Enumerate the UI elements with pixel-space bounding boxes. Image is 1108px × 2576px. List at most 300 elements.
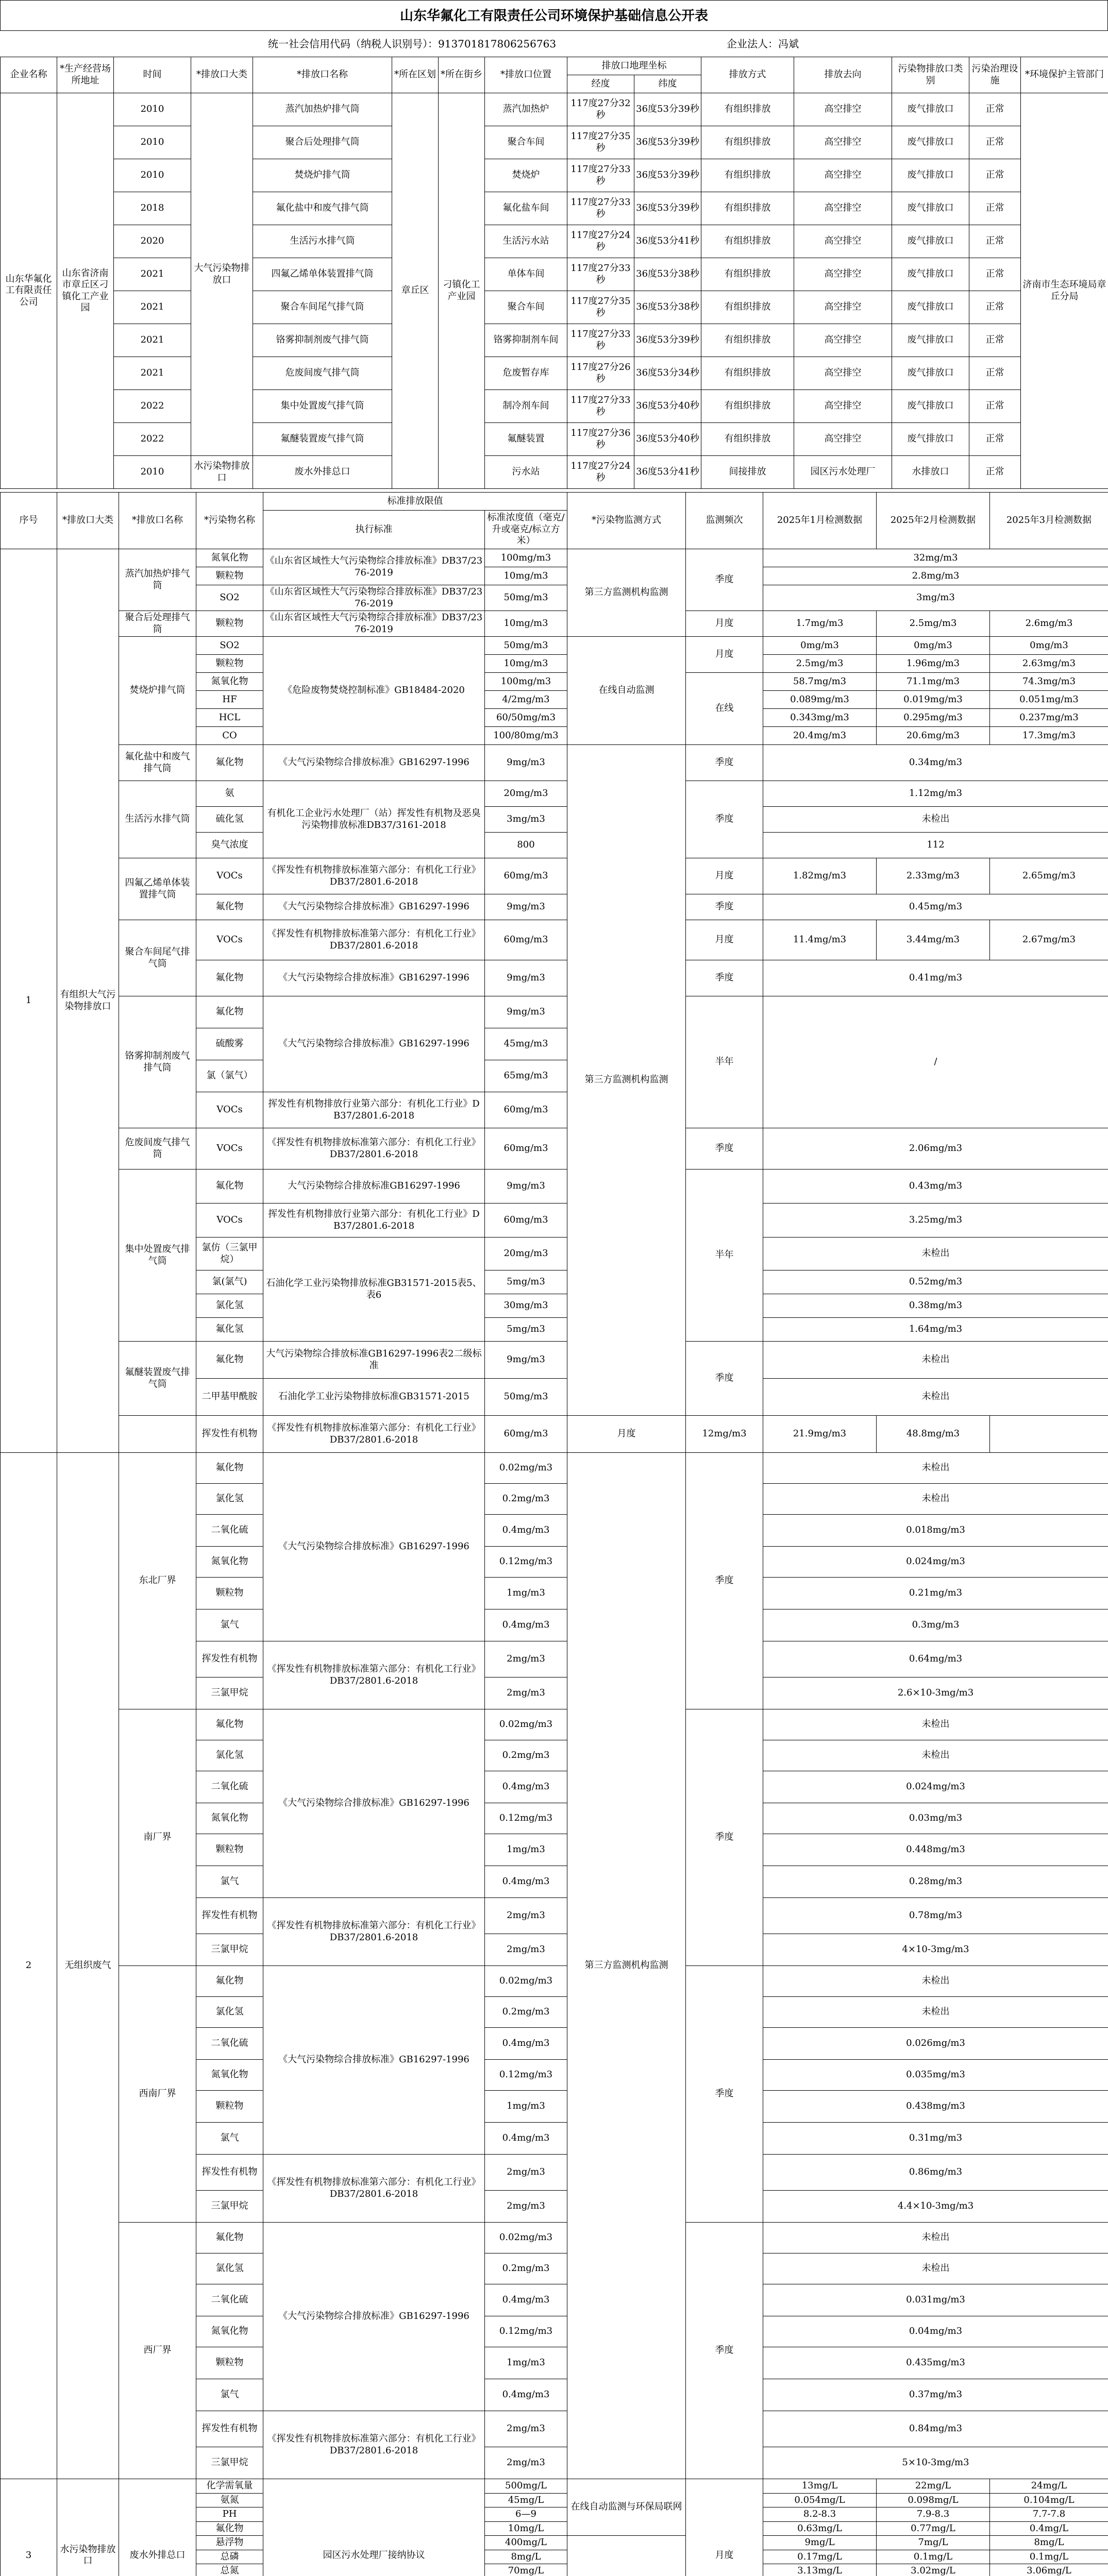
limit: 60mg/m3 [485,1416,567,1453]
limit: 0.4mg/m3 [485,2379,567,2411]
discharge-dest: 高空排空 [794,192,892,225]
limit: 0.4mg/m3 [485,1771,567,1803]
outlet-type: 废气排放口 [892,291,969,324]
header-cell: *所在街乡 [439,57,485,93]
header-cell: *污染物名称 [196,493,263,549]
limit: 100mg/m3 [485,673,567,691]
monitor-value: 0.04mg/m3 [763,2316,1108,2347]
discharge-dest: 高空排空 [794,126,892,159]
header-cell: *环境保护主管部门 [1021,57,1108,93]
mar-value: 8mg/L [990,2536,1108,2550]
fugitive-area: 西南厂界 [119,1966,196,2223]
monitor-value: / [763,996,1108,1128]
limit: 70mg/L [485,2564,567,2576]
monitor-value: 0.78mg/m3 [763,1898,1108,1934]
mar-value: 0.1mg/L [990,2550,1108,2564]
latitude: 36度53分39秒 [634,126,701,159]
limit: 9mg/m3 [485,745,567,781]
mar-value: 3.06mg/L [990,2564,1108,2576]
pollutant: 氯(氯气) [196,1270,263,1294]
standard: 有机化工企业污水处理厂（站）挥发性有机物及恶臭污染物排放标准DB37/3161-2018 [263,781,485,858]
outlet-position: 焚烧炉 [485,159,567,192]
pollutant: 氯气 [196,2123,263,2155]
mar-value: 0.051mg/m3 [990,691,1108,709]
feb-value: 1.96mg/m3 [877,655,990,673]
standard: 《大气污染物综合排放标准》GB16297-1996 [263,1709,485,1898]
standard: 石油化学工业污染物排放标准GB31571-2015 [263,1379,485,1416]
frequency: 半年 [686,1170,763,1342]
outlet-category: 水污染物排放口 [57,2479,119,2576]
header-cell: 标准浓度值（毫克/升或毫克/标立方米） [485,511,567,549]
outlet-year: 2021 [114,291,191,324]
frequency: 季度 [686,894,763,920]
header-cell: *排放口位置 [485,57,567,93]
standard: 石油化学工业污染物排放标准GB31571-2015表5、表6 [263,1238,485,1342]
discharge-dest: 高空排空 [794,258,892,291]
facility-status: 正常 [969,126,1021,159]
seq-no: 2 [1,1453,57,2479]
outlet-type: 废气排放口 [892,159,969,192]
header-cell: *所在区划 [392,57,439,93]
limit: 0.12mg/m3 [485,1547,567,1578]
pollutant: 氮氧化物 [196,549,263,567]
monitor-value: 0.38mg/m3 [763,1294,1108,1318]
outlet-year: 2020 [114,225,191,258]
limit: 800 [485,833,567,858]
longitude: 117度27分35秒 [567,126,634,159]
pollutant: 硫酸雾 [196,1028,263,1060]
feb-value: 0.1mg/L [877,2550,990,2564]
monitor-value: 0.45mg/m3 [763,894,1108,920]
pollutant: 氟化物 [196,745,263,781]
latitude: 36度53分38秒 [634,291,701,324]
header-cell: 执行标准 [263,511,485,549]
pollutant: VOCs [196,920,263,960]
jan-value: 8.2-8.3 [763,2507,877,2522]
monitor-value: 未检出 [763,1342,1108,1379]
feb-value: 20.6mg/m3 [877,727,990,745]
standard: 《挥发性有机物排放标准第六部分：有机化工行业》DB37/2801.6-2018 [263,1128,485,1170]
discharge-dest: 高空排空 [794,225,892,258]
feb-value: 0.77mg/L [877,2521,990,2536]
outlet-type: 废气排放口 [892,357,969,390]
pollutant: 三氯甲烷 [196,2191,263,2223]
limit: 2mg/m3 [485,1677,567,1709]
monitor-value: 0.41mg/m3 [763,960,1108,996]
header-cell: 污染物排放口类别 [892,57,969,93]
pollutant: 氯化氢 [196,1997,263,2028]
feb-value: 2.5mg/m3 [877,611,990,637]
outlet-name: 危废间废气排气筒 [253,357,392,390]
pollutant: 悬浮物 [196,2536,263,2550]
pollutant: 氟化物 [196,2521,263,2536]
pollutant: 挥发性有机物 [196,2155,263,2191]
longitude: 117度27分24秒 [567,225,634,258]
monitor-value: 4×10-3mg/m3 [763,1934,1108,1966]
limit: 2mg/m3 [485,1934,567,1966]
monitor-value: 未检出 [763,1997,1108,2028]
limit: 0.02mg/m3 [485,1453,567,1484]
outlet-year: 2010 [114,456,191,489]
latitude: 36度53分40秒 [634,423,701,456]
limit: 0.2mg/m3 [485,1484,567,1515]
outlet-type: 废气排放口 [892,423,969,456]
mar-value: 2.63mg/m3 [990,655,1108,673]
outlet-name: 焚烧炉排气筒 [253,159,392,192]
discharge-dest: 高空排空 [794,423,892,456]
frequency: 月度 [686,611,763,637]
outlet-type: 废气排放口 [892,126,969,159]
pollutant: 颗粒物 [196,1834,263,1866]
frequency: 月度 [686,858,763,894]
limit: 400mg/L [485,2536,567,2550]
outlet-year: 2010 [114,126,191,159]
standard: 《危险废物焚烧控制标准》GB18484-2020 [263,637,485,745]
pollutant: 氟化物 [196,894,263,920]
jan-value: 1.7mg/m3 [763,611,877,637]
seq-no: 1 [1,549,57,1453]
monitor-value: 0.018mg/m3 [763,1515,1108,1547]
facility-status: 正常 [969,93,1021,126]
pollutant: 氟化物 [196,1709,263,1740]
limit: 3mg/m3 [485,807,567,833]
header-cell: *排放口名称 [253,57,392,93]
limit: 2mg/m3 [485,2155,567,2191]
pollutant: 颗粒物 [196,2091,263,2123]
limit: 10mg/m3 [485,655,567,673]
monitor-value: 0.448mg/m3 [763,1834,1108,1866]
monitor-value: 未检出 [763,1379,1108,1416]
feb-value: 0.295mg/m3 [877,709,990,727]
limit: 10mg/m3 [485,567,567,585]
mar-value: 17.3mg/m3 [990,727,1108,745]
feb-value: 0mg/m3 [877,637,990,655]
outlet-position: 危废暂存库 [485,357,567,390]
outlet-name: 废水外排总口 [253,456,392,489]
limit: 2mg/m3 [485,1641,567,1677]
standard: 《山东省区域性大气污染物综合排放标准》DB37/2376-2019 [263,549,485,585]
header-cell: *排放口大类 [57,493,119,549]
header-cell: 企业名称 [1,57,57,93]
monitor-method: 在线自动监测 [567,637,686,745]
monitor-method [567,2536,686,2576]
facility-status: 正常 [969,456,1021,489]
outlet-name: 四氟乙烯单体装置排气筒 [253,258,392,291]
latitude: 36度53分39秒 [634,192,701,225]
limit: 2mg/m3 [485,2447,567,2479]
frequency: 季度 [686,745,763,781]
mar-value: 0.4mg/L [990,2521,1108,2536]
pollutant: 颗粒物 [196,611,263,637]
header-cell: 2025年1月检测数据 [763,493,877,549]
limit: 500mg/L [485,2479,567,2494]
feb-value: 3.02mg/L [877,2564,990,2576]
monitor-value: 0.3mg/m3 [763,1609,1108,1641]
mar-value: 0mg/m3 [990,637,1108,655]
monitor-value: 0.64mg/m3 [763,1641,1108,1677]
pollutant: 颗粒物 [196,567,263,585]
outlet-position: 聚合车间 [485,291,567,324]
limit: 0.4mg/m3 [485,1515,567,1547]
latitude: 36度53分38秒 [634,258,701,291]
pollutant: 氟化物 [196,1342,263,1379]
frequency: 月度 [686,637,763,673]
monitor-value: 0.31mg/m3 [763,2123,1108,2155]
outlet-name: 氟化盐中和废气排气筒 [119,745,196,781]
monitor-value: 未检出 [763,1453,1108,1484]
mar-value: 48.8mg/m3 [877,1416,990,1453]
facility-status: 正常 [969,357,1021,390]
outlet-name: 铬雾抑制剂废气排气筒 [253,324,392,357]
monitor-method: 第三方监测机构监测 [567,745,686,1416]
pollutant: 氟化物 [196,1453,263,1484]
standard: 《山东省区域性大气污染物综合排放标准》DB37/2376-2019 [263,585,485,611]
discharge-way: 有组织排放 [701,93,794,126]
monitor-value: 0.03mg/m3 [763,1803,1108,1834]
discharge-way: 有组织排放 [701,324,794,357]
longitude: 117度27分33秒 [567,390,634,423]
monitor-value: 0.435mg/m3 [763,2347,1108,2379]
limit: 60mg/m3 [485,1128,567,1170]
facility-status: 正常 [969,159,1021,192]
limit: 100mg/m3 [485,549,567,567]
jan-value: 58.7mg/m3 [763,673,877,691]
monitor-value: 32mg/m3 [763,549,1108,567]
jan-value: 0.63mg/L [763,2521,877,2536]
discharge-way: 有组织排放 [701,258,794,291]
header-cell: 纬度 [634,75,701,93]
discharge-dest: 园区污水处理厂 [794,456,892,489]
discharge-way: 有组织排放 [701,159,794,192]
limit: 0.2mg/m3 [485,2253,567,2284]
header-cell: 2025年3月检测数据 [990,493,1108,549]
pollutant: 挥发性有机物 [196,1416,263,1453]
outlet-position: 制冷剂车间 [485,390,567,423]
monitor-value: 2.06mg/m3 [763,1128,1108,1170]
fugitive-area: 南厂界 [119,1709,196,1966]
header-cell: 污染治理设施 [969,57,1021,93]
outlet-year: 2021 [114,357,191,390]
monitor-value: 未检出 [763,1709,1108,1740]
pollutant: 氮氧化物 [196,673,263,691]
standard: 《大气污染物综合排放标准》GB16297-1996 [263,1966,485,2155]
jan-value: 3.13mg/L [763,2564,877,2576]
standard: 大气污染物综合排放标准GB16297-1996表2二级标准 [263,1342,485,1379]
limit: 9mg/m3 [485,996,567,1028]
jan-value: 1.82mg/m3 [763,858,877,894]
header-cell: 排放口地理坐标 [567,57,701,75]
standard: 《挥发性有机物排放标准第六部分：有机化工行业》DB37/2801.6-2018 [263,858,485,894]
discharge-way: 有组织排放 [701,423,794,456]
limit: 0.2mg/m3 [485,1740,567,1771]
monitor-value: 0.86mg/m3 [763,2155,1108,2191]
jan-value: 20.4mg/m3 [763,727,877,745]
pollutant: 三氯甲烷 [196,1677,263,1709]
limit: 0.12mg/m3 [485,2060,567,2091]
mar-value: 24mg/L [990,2479,1108,2494]
frequency: 半年 [686,996,763,1128]
pollutant: 挥发性有机物 [196,1898,263,1934]
page-title: 山东华氟化工有限责任公司环境保护基础信息公开表 [0,0,1108,31]
limit: 0.02mg/m3 [485,1709,567,1740]
longitude: 117度27分33秒 [567,159,634,192]
monitor-value: 0.37mg/m3 [763,2379,1108,2411]
discharge-dest: 高空排空 [794,324,892,357]
feb-value: 0.019mg/m3 [877,691,990,709]
frequency: 月度 [686,920,763,960]
monitor-value: 3.25mg/m3 [763,1204,1108,1238]
limit: 60mg/m3 [485,1092,567,1128]
standard: 《挥发性有机物排放标准第六部分：有机化工行业》DB37/2801.6-2018 [263,2155,485,2223]
limit: 0.2mg/m3 [485,1997,567,2028]
limit: 0.02mg/m3 [485,2223,567,2253]
limit: 1mg/m3 [485,2347,567,2379]
discharge-way: 有组织排放 [701,357,794,390]
pollutant: 硫化氢 [196,807,263,833]
header-cell: 2025年2月检测数据 [877,493,990,549]
monitor-value: 未检出 [763,1238,1108,1270]
mar-value: 0.104mg/L [990,2493,1108,2507]
limit: 60/50mg/m3 [485,709,567,727]
address: 山东省济南市章丘区刁镇化工产业园 [57,93,114,489]
monitor-value: 未检出 [763,1484,1108,1515]
discharge-dest: 高空排空 [794,159,892,192]
jan-value: 2.5mg/m3 [763,655,877,673]
standard: 挥发性有机物排放行业第六部分：有机化工行业》DB37/2801.6-2018 [263,1092,485,1128]
outlet-name: 生活污水排气筒 [253,225,392,258]
limit: 9mg/m3 [485,960,567,996]
limit: 10mg/L [485,2521,567,2536]
district: 章丘区 [392,93,439,489]
pollutant: 氨氮 [196,2493,263,2507]
frequency: 季度 [686,1966,763,2223]
pollutant: 氯气 [196,2379,263,2411]
header-cell: 标准排放限值 [263,493,567,511]
standard: 《挥发性有机物排放标准第六部分：有机化工行业》DB37/2801.6-2018 [263,920,485,960]
pollutant: 二氧化硫 [196,2284,263,2316]
feb-value: 7.9-8.3 [877,2507,990,2522]
limit: 20mg/m3 [485,1238,567,1270]
pollutant: 氯（氯气） [196,1060,263,1092]
pollutant: 氯仿（三氯甲烷） [196,1238,263,1270]
outlet-category: 水污染物排放口 [191,456,253,489]
outlet-category: 大气污染物排放口 [191,93,253,456]
monitor-method: 在线自动监测与环保局联网 [567,2479,686,2536]
longitude: 117度27分26秒 [567,357,634,390]
limit: 5mg/m3 [485,1270,567,1294]
limit: 0.4mg/m3 [485,2284,567,2316]
limit: 0.4mg/m3 [485,2028,567,2060]
limit: 45mg/L [485,2493,567,2507]
feb-value: 21.9mg/m3 [763,1416,877,1453]
outlet-position: 单体车间 [485,258,567,291]
monitor-value: 3mg/m3 [763,585,1108,611]
limit: 1mg/m3 [485,2091,567,2123]
jan-value: 12mg/m3 [686,1416,763,1453]
pollutant: 氟化氢 [196,1318,263,1342]
pollutant: 氟化物 [196,996,263,1028]
outlet-name: 氟醚装置废气排气筒 [253,423,392,456]
jan-value: 0.054mg/L [763,2493,877,2507]
facility-status: 正常 [969,291,1021,324]
outlet-name: 集中处置废气排气筒 [253,390,392,423]
authority: 济南市生态环境局章丘分局 [1021,93,1108,489]
pollutant: VOCs [196,1128,263,1170]
header-cell: *污染物监测方式 [567,493,686,549]
pollutant: 挥发性有机物 [196,2411,263,2447]
pollutant: 氮氧化物 [196,2316,263,2347]
pollutant: CO [196,727,263,745]
discharge-way: 有组织排放 [701,291,794,324]
pollutant: HCL [196,709,263,727]
outlet-info-table [0,57,1108,489]
limit: 1mg/m3 [485,1834,567,1866]
latitude: 36度53分39秒 [634,93,701,126]
outlet-year: 2010 [114,159,191,192]
outlet-position: 氟醚装置 [485,423,567,456]
jan-value: 0.17mg/L [763,2550,877,2564]
limit: 6—9 [485,2507,567,2522]
facility-status: 正常 [969,258,1021,291]
discharge-dest: 高空排空 [794,93,892,126]
pollutant: 氟化物 [196,1170,263,1204]
outlet-position: 聚合车间 [485,126,567,159]
jan-value: 13mg/L [763,2479,877,2494]
outlet-type: 废气排放口 [892,192,969,225]
limit: 60mg/m3 [485,920,567,960]
monitor-method: 第三方监测机构监测 [567,549,686,637]
standard: 园区污水处理厂接纳协议 [263,2479,485,2576]
outlet-type: 废气排放口 [892,390,969,423]
outlet-name: 聚合车间尾气排气筒 [119,920,196,996]
latitude: 36度53分41秒 [634,456,701,489]
feb-value: 71.1mg/m3 [877,673,990,691]
limit: 0.4mg/m3 [485,1866,567,1898]
header-cell: 监测频次 [686,493,763,549]
outlet-year: 2018 [114,192,191,225]
mar-value: 74.3mg/m3 [990,673,1108,691]
outlet-category: 无组织废气 [57,1453,119,2479]
frequency: 季度 [686,1342,763,1416]
pollutant: VOCs [196,858,263,894]
limit: 10mg/m3 [485,611,567,637]
monitor-value: 未检出 [763,2223,1108,2253]
outlet-name: 蒸汽加热炉排气筒 [253,93,392,126]
fugitive-area: 西厂界 [119,2223,196,2479]
monitor-value: 4.4×10-3mg/m3 [763,2191,1108,2223]
frequency: 月度 [567,1416,686,1453]
jan-value: 0mg/m3 [763,637,877,655]
facility-status: 正常 [969,423,1021,456]
monitor-value: 0.035mg/m3 [763,2060,1108,2091]
limit: 2mg/m3 [485,2411,567,2447]
limit: 0.12mg/m3 [485,2316,567,2347]
monitor-value: 0.026mg/m3 [763,2028,1108,2060]
limit: 9mg/m3 [485,894,567,920]
mar-value: 2.6mg/m3 [990,611,1108,637]
pollutant: 颗粒物 [196,655,263,673]
town: 刁镇化工产业园 [439,93,485,489]
monitor-value: 未检出 [763,1740,1108,1771]
monitor-value: 112 [763,833,1108,858]
outlet-year: 2022 [114,423,191,456]
standard: 《大气污染物综合排放标准》GB16297-1996 [263,996,485,1092]
outlet-position: 蒸汽加热炉 [485,93,567,126]
outlet-name: 聚合车间尾气排气筒 [253,291,392,324]
credit-code: 统一社会信用代码（纳税人识别号）：913701817806256763 [268,38,557,50]
limit: 0.12mg/m3 [485,1803,567,1834]
frequency: 在线 [686,673,763,745]
